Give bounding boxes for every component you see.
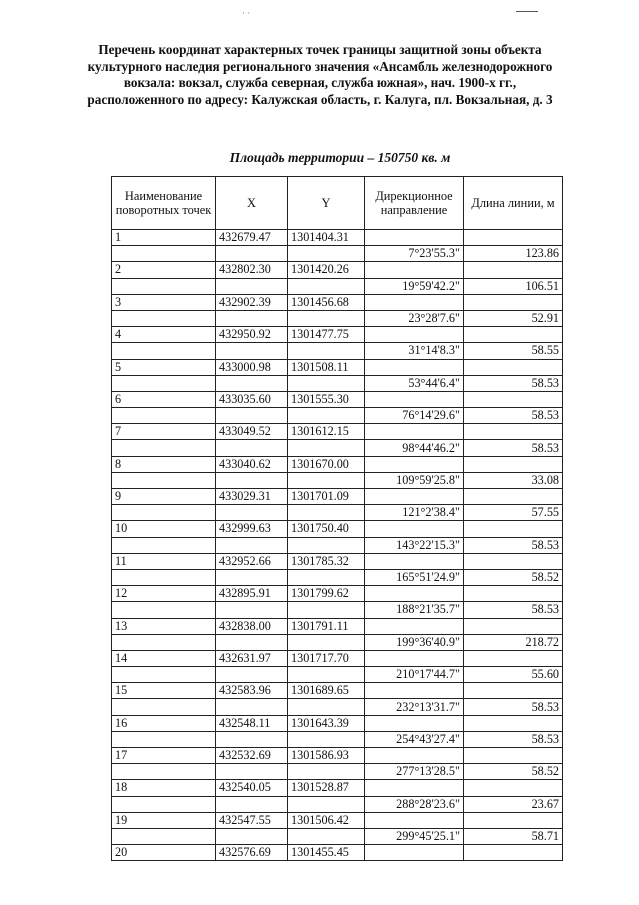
cell-point-name: 7 bbox=[112, 424, 216, 440]
cell-length bbox=[464, 618, 563, 634]
cell-point-name: 11 bbox=[112, 553, 216, 569]
table-row bbox=[112, 569, 563, 585]
cell-direction bbox=[365, 359, 464, 375]
cell-point-name bbox=[112, 440, 216, 456]
cell-y bbox=[288, 408, 365, 424]
cell-length bbox=[464, 327, 563, 343]
cell-direction bbox=[365, 262, 464, 278]
cell-y: 1301508.11 bbox=[288, 359, 365, 375]
cell-length bbox=[464, 230, 563, 246]
document-heading bbox=[40, 42, 600, 108]
cell-direction bbox=[365, 683, 464, 699]
cell-direction bbox=[365, 586, 464, 602]
cell-x: 433035.60 bbox=[216, 391, 288, 407]
cell-x bbox=[216, 537, 288, 553]
cell-x bbox=[216, 699, 288, 715]
cell-y: 1301689.65 bbox=[288, 683, 365, 699]
cell-point-name bbox=[112, 472, 216, 488]
cell-length bbox=[464, 294, 563, 310]
cell-y bbox=[288, 343, 365, 359]
cell-x bbox=[216, 472, 288, 488]
cell-x: 432679.47 bbox=[216, 230, 288, 246]
table-row bbox=[112, 699, 563, 715]
cell-x: 432548.11 bbox=[216, 715, 288, 731]
cell-direction: 299°45'25.1" bbox=[365, 828, 464, 844]
cell-y: 1301586.93 bbox=[288, 748, 365, 764]
header-point-name: Наименование поворотных точек bbox=[112, 177, 216, 230]
cell-length: 58.53 bbox=[464, 537, 563, 553]
cell-point-name bbox=[112, 634, 216, 650]
cell-point-name: 19 bbox=[112, 812, 216, 828]
cell-point-name bbox=[112, 569, 216, 585]
table-row bbox=[112, 715, 563, 731]
cell-x: 432999.63 bbox=[216, 521, 288, 537]
cell-point-name bbox=[112, 667, 216, 683]
cell-y: 1301670.00 bbox=[288, 456, 365, 472]
table-row bbox=[112, 408, 563, 424]
table-row bbox=[112, 505, 563, 521]
scan-mark-right bbox=[516, 11, 538, 12]
cell-y bbox=[288, 634, 365, 650]
scan-mark-left: · · bbox=[242, 8, 251, 18]
cell-point-name: 2 bbox=[112, 262, 216, 278]
cell-direction bbox=[365, 618, 464, 634]
cell-length bbox=[464, 780, 563, 796]
cell-y: 1301717.70 bbox=[288, 650, 365, 666]
cell-direction bbox=[365, 780, 464, 796]
cell-x: 432576.69 bbox=[216, 845, 288, 861]
table-body bbox=[112, 230, 563, 861]
cell-point-name: 5 bbox=[112, 359, 216, 375]
cell-length: 58.53 bbox=[464, 731, 563, 747]
cell-length bbox=[464, 489, 563, 505]
cell-direction: 210°17'44.7" bbox=[365, 667, 464, 683]
cell-y bbox=[288, 602, 365, 618]
cell-x bbox=[216, 375, 288, 391]
cell-length: 218.72 bbox=[464, 634, 563, 650]
table-row bbox=[112, 294, 563, 310]
cell-point-name: 20 bbox=[112, 845, 216, 861]
table-row bbox=[112, 780, 563, 796]
cell-direction bbox=[365, 553, 464, 569]
cell-point-name bbox=[112, 699, 216, 715]
cell-point-name: 15 bbox=[112, 683, 216, 699]
cell-direction: 53°44'6.4" bbox=[365, 375, 464, 391]
cell-y: 1301420.26 bbox=[288, 262, 365, 278]
cell-x: 433000.98 bbox=[216, 359, 288, 375]
cell-direction: 288°28'23.6" bbox=[365, 796, 464, 812]
cell-direction bbox=[365, 812, 464, 828]
cell-direction bbox=[365, 391, 464, 407]
cell-x bbox=[216, 310, 288, 326]
cell-length: 58.53 bbox=[464, 375, 563, 391]
cell-y: 1301477.75 bbox=[288, 327, 365, 343]
cell-y bbox=[288, 278, 365, 294]
cell-length: 58.55 bbox=[464, 343, 563, 359]
table-row bbox=[112, 327, 563, 343]
cell-direction: 7°23'55.3" bbox=[365, 246, 464, 262]
header-y: Y bbox=[288, 177, 365, 230]
heading-line-2: культурного наследия регионального значения «Ансамбль железнодорожного bbox=[87, 58, 553, 74]
table-row bbox=[112, 796, 563, 812]
cell-point-name: 8 bbox=[112, 456, 216, 472]
table-row bbox=[112, 262, 563, 278]
cell-point-name bbox=[112, 796, 216, 812]
cell-point-name bbox=[112, 828, 216, 844]
cell-y bbox=[288, 731, 365, 747]
cell-point-name: 9 bbox=[112, 489, 216, 505]
cell-length: 33.08 bbox=[464, 472, 563, 488]
cell-x bbox=[216, 731, 288, 747]
cell-x: 432540.05 bbox=[216, 780, 288, 796]
cell-length bbox=[464, 456, 563, 472]
table-row bbox=[112, 845, 563, 861]
cell-length bbox=[464, 553, 563, 569]
cell-x bbox=[216, 440, 288, 456]
cell-y: 1301785.32 bbox=[288, 553, 365, 569]
cell-direction bbox=[365, 424, 464, 440]
cell-point-name: 14 bbox=[112, 650, 216, 666]
cell-point-name bbox=[112, 343, 216, 359]
cell-length bbox=[464, 683, 563, 699]
cell-point-name: 4 bbox=[112, 327, 216, 343]
cell-x bbox=[216, 796, 288, 812]
cell-point-name bbox=[112, 310, 216, 326]
cell-x: 432895.91 bbox=[216, 586, 288, 602]
cell-y bbox=[288, 375, 365, 391]
cell-x: 432952.66 bbox=[216, 553, 288, 569]
cell-length bbox=[464, 359, 563, 375]
cell-direction: 19°59'42.2" bbox=[365, 278, 464, 294]
cell-direction: 23°28'7.6" bbox=[365, 310, 464, 326]
cell-length: 58.53 bbox=[464, 408, 563, 424]
cell-length bbox=[464, 845, 563, 861]
cell-direction: 109°59'25.8" bbox=[365, 472, 464, 488]
cell-length: 23.67 bbox=[464, 796, 563, 812]
cell-y: 1301701.09 bbox=[288, 489, 365, 505]
table-row bbox=[112, 310, 563, 326]
cell-direction: 121°2'38.4" bbox=[365, 505, 464, 521]
table-row bbox=[112, 602, 563, 618]
cell-length: 52.91 bbox=[464, 310, 563, 326]
cell-length: 58.71 bbox=[464, 828, 563, 844]
cell-y: 1301404.31 bbox=[288, 230, 365, 246]
cell-length: 58.53 bbox=[464, 440, 563, 456]
cell-y bbox=[288, 505, 365, 521]
cell-x bbox=[216, 667, 288, 683]
table-row bbox=[112, 667, 563, 683]
cell-y bbox=[288, 796, 365, 812]
cell-direction bbox=[365, 845, 464, 861]
cell-direction: 188°21'35.7" bbox=[365, 602, 464, 618]
cell-direction: 31°14'8.3" bbox=[365, 343, 464, 359]
cell-point-name bbox=[112, 731, 216, 747]
cell-y: 1301506.42 bbox=[288, 812, 365, 828]
cell-x bbox=[216, 602, 288, 618]
table-row bbox=[112, 230, 563, 246]
cell-y bbox=[288, 472, 365, 488]
table-row bbox=[112, 731, 563, 747]
cell-x bbox=[216, 764, 288, 780]
cell-length: 57.55 bbox=[464, 505, 563, 521]
cell-x bbox=[216, 828, 288, 844]
cell-point-name: 10 bbox=[112, 521, 216, 537]
cell-point-name bbox=[112, 375, 216, 391]
cell-direction: 76°14'29.6" bbox=[365, 408, 464, 424]
cell-length: 106.51 bbox=[464, 278, 563, 294]
cell-y bbox=[288, 699, 365, 715]
cell-length: 55.60 bbox=[464, 667, 563, 683]
cell-x: 432950.92 bbox=[216, 327, 288, 343]
cell-point-name: 18 bbox=[112, 780, 216, 796]
cell-y: 1301750.40 bbox=[288, 521, 365, 537]
cell-length bbox=[464, 391, 563, 407]
heading-line-1: Перечень координат характерных точек границы защитной зоны объекта bbox=[98, 42, 542, 57]
cell-point-name bbox=[112, 246, 216, 262]
cell-direction: 232°13'31.7" bbox=[365, 699, 464, 715]
cell-x: 432547.55 bbox=[216, 812, 288, 828]
cell-x bbox=[216, 569, 288, 585]
cell-direction bbox=[365, 327, 464, 343]
cell-y bbox=[288, 569, 365, 585]
cell-point-name: 3 bbox=[112, 294, 216, 310]
cell-y: 1301799.62 bbox=[288, 586, 365, 602]
header-length: Длина линии, м bbox=[464, 177, 563, 230]
table-row bbox=[112, 618, 563, 634]
cell-direction bbox=[365, 521, 464, 537]
heading-line-4: расположенного по адресу: Калужская область, г. Калуга, пл. Вокзальная, д. 3 bbox=[87, 91, 553, 107]
cell-direction bbox=[365, 294, 464, 310]
heading-line-3: вокзала: вокзал, служба северная, служба южная», нач. 1900-х гг., bbox=[123, 75, 517, 90]
cell-x: 432838.00 bbox=[216, 618, 288, 634]
cell-y: 1301528.87 bbox=[288, 780, 365, 796]
cell-y bbox=[288, 537, 365, 553]
table-row bbox=[112, 553, 563, 569]
table-row bbox=[112, 812, 563, 828]
cell-direction bbox=[365, 456, 464, 472]
cell-length: 58.53 bbox=[464, 602, 563, 618]
cell-length bbox=[464, 748, 563, 764]
cell-length bbox=[464, 262, 563, 278]
table-row bbox=[112, 375, 563, 391]
cell-x: 432532.69 bbox=[216, 748, 288, 764]
table-row bbox=[112, 764, 563, 780]
cell-point-name: 1 bbox=[112, 230, 216, 246]
table-row bbox=[112, 440, 563, 456]
table-header-row bbox=[112, 177, 563, 230]
cell-point-name bbox=[112, 278, 216, 294]
cell-point-name: 13 bbox=[112, 618, 216, 634]
cell-y: 1301456.68 bbox=[288, 294, 365, 310]
cell-direction: 199°36'40.9" bbox=[365, 634, 464, 650]
table-row bbox=[112, 278, 563, 294]
table-row bbox=[112, 521, 563, 537]
table-row bbox=[112, 828, 563, 844]
table-row bbox=[112, 472, 563, 488]
cell-direction bbox=[365, 489, 464, 505]
cell-y bbox=[288, 764, 365, 780]
table-row bbox=[112, 586, 563, 602]
table-row bbox=[112, 456, 563, 472]
cell-direction: 98°44'46.2" bbox=[365, 440, 464, 456]
cell-y: 1301555.30 bbox=[288, 391, 365, 407]
cell-y bbox=[288, 246, 365, 262]
cell-length: 123.86 bbox=[464, 246, 563, 262]
cell-direction: 143°22'15.3" bbox=[365, 537, 464, 553]
header-x: X bbox=[216, 177, 288, 230]
cell-x bbox=[216, 343, 288, 359]
table-row bbox=[112, 748, 563, 764]
cell-length bbox=[464, 812, 563, 828]
cell-point-name bbox=[112, 764, 216, 780]
table-row bbox=[112, 634, 563, 650]
cell-y: 1301612.15 bbox=[288, 424, 365, 440]
cell-length: 58.52 bbox=[464, 764, 563, 780]
cell-length bbox=[464, 650, 563, 666]
cell-y bbox=[288, 667, 365, 683]
table-row bbox=[112, 343, 563, 359]
table-row bbox=[112, 246, 563, 262]
cell-y bbox=[288, 440, 365, 456]
header-direction: Дирекционное направление bbox=[365, 177, 464, 230]
cell-direction: 277°13'28.5" bbox=[365, 764, 464, 780]
cell-x bbox=[216, 408, 288, 424]
cell-direction: 165°51'24.9" bbox=[365, 569, 464, 585]
cell-x: 432631.97 bbox=[216, 650, 288, 666]
cell-point-name bbox=[112, 408, 216, 424]
cell-direction: 254°43'27.4" bbox=[365, 731, 464, 747]
cell-direction bbox=[365, 715, 464, 731]
table-row bbox=[112, 650, 563, 666]
cell-y: 1301643.39 bbox=[288, 715, 365, 731]
cell-x: 433029.31 bbox=[216, 489, 288, 505]
cell-y: 1301791.11 bbox=[288, 618, 365, 634]
cell-direction bbox=[365, 230, 464, 246]
cell-y: 1301455.45 bbox=[288, 845, 365, 861]
cell-length: 58.52 bbox=[464, 569, 563, 585]
cell-point-name: 6 bbox=[112, 391, 216, 407]
table-row bbox=[112, 391, 563, 407]
cell-x bbox=[216, 246, 288, 262]
cell-x bbox=[216, 505, 288, 521]
cell-x bbox=[216, 634, 288, 650]
cell-direction bbox=[365, 748, 464, 764]
cell-point-name bbox=[112, 505, 216, 521]
cell-y bbox=[288, 310, 365, 326]
cell-point-name: 12 bbox=[112, 586, 216, 602]
cell-point-name bbox=[112, 602, 216, 618]
cell-point-name: 16 bbox=[112, 715, 216, 731]
cell-x: 433049.52 bbox=[216, 424, 288, 440]
cell-direction bbox=[365, 650, 464, 666]
cell-point-name: 17 bbox=[112, 748, 216, 764]
table-row bbox=[112, 489, 563, 505]
coordinates-table bbox=[111, 176, 563, 861]
cell-length bbox=[464, 715, 563, 731]
territory-area: Площадь территории – 150750 кв. м bbox=[229, 150, 451, 165]
cell-x: 433040.62 bbox=[216, 456, 288, 472]
cell-length bbox=[464, 424, 563, 440]
cell-x: 432902.39 bbox=[216, 294, 288, 310]
cell-length bbox=[464, 521, 563, 537]
table-row bbox=[112, 359, 563, 375]
cell-length bbox=[464, 586, 563, 602]
table-row bbox=[112, 424, 563, 440]
cell-x: 432583.96 bbox=[216, 683, 288, 699]
cell-y bbox=[288, 828, 365, 844]
table-row bbox=[112, 537, 563, 553]
cell-x bbox=[216, 278, 288, 294]
cell-length: 58.53 bbox=[464, 699, 563, 715]
cell-x: 432802.30 bbox=[216, 262, 288, 278]
cell-point-name bbox=[112, 537, 216, 553]
table-row bbox=[112, 683, 563, 699]
